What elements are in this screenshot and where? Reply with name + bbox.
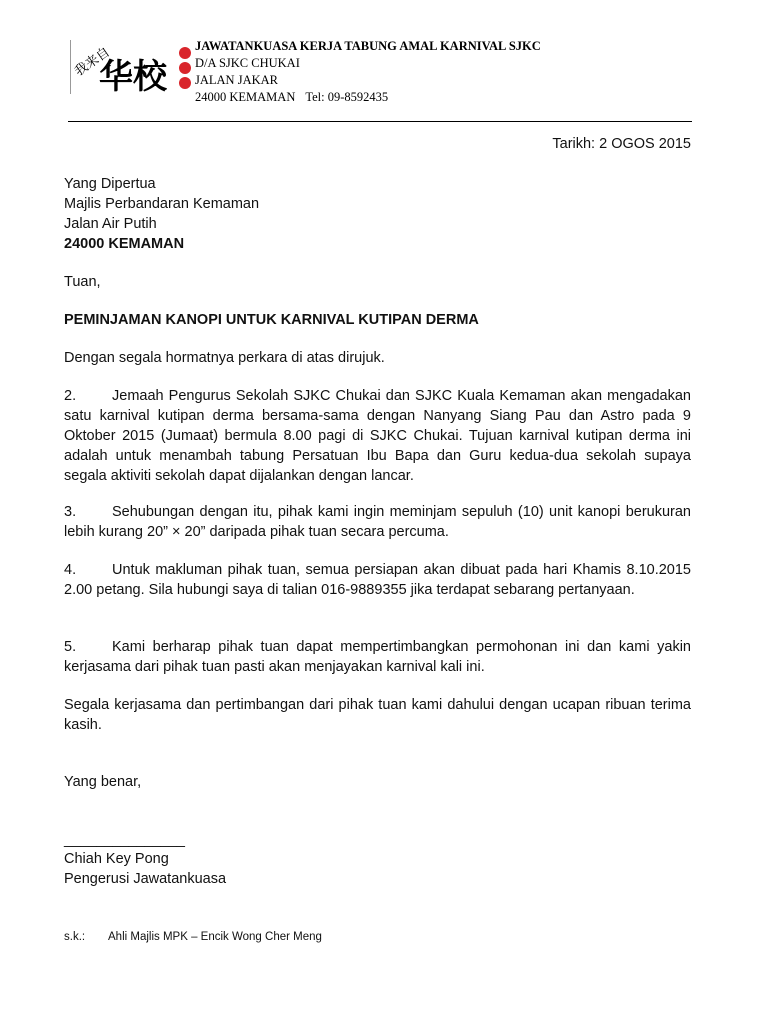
org-postcode-tel [195,89,541,106]
org-address-line-2: JALAN JAKAR [195,73,278,87]
paragraph-text: Sehubungan dengan itu, pihak kami ingin meminjam sepuluh (10) unit kanopi berukuran lebih kurang 20” × 20” daripada pihak tuan secara percuma. [64,504,691,540]
recipient-address [64,174,691,254]
org-address-line-1: D/A SJKC CHUKAI [195,56,300,70]
opening-line: Dengan segala hormatnya perkara di atas dirujuk. [64,350,385,366]
cc-recipient: Ahli Majlis MPK – Encik Wong Cher Meng [108,931,322,943]
subject-heading: PEMINJAMAN KANOPI UNTUK KARNIVAL KUTIPAN DERMA [64,312,479,328]
svg-text:我来自: 我来自 [72,44,113,80]
signatory-name: Chiah Key Pong [64,851,169,867]
paragraph-text: Kami berharap pihak tuan dapat mempertimbangkan permohonan ini dan kami yakin kerjasama dari pihak tuan pasti akan menjayakan karnival kali ini. [64,639,691,675]
valediction: Yang benar, [64,774,142,790]
paragraph-3 [64,502,691,542]
paragraph-number: 5. [64,639,77,655]
recipient-line-4: 24000 KEMAMAN [64,236,185,252]
cc-label: s.k.: [64,931,86,943]
recipient-line-1: Yang Dipertua [64,176,156,192]
carbon-copy [64,927,691,947]
paragraph-number: 2. [64,388,77,404]
signature-line: _______________ [64,832,185,848]
salutation: Tuan, [64,274,101,290]
letter-date: Tarikh: 2 OGOS 2015 [552,136,691,152]
recipient-line-3: Jalan Air Putih [64,216,157,232]
paragraph-text: Untuk makluman pihak tuan, semua persiapan akan dibuat pada hari Khamis 8.10.2015 2.00 petang. Sila hubungi saya di talian 016-9889355 jika terdapat sebarang pertanyaan. [64,562,691,598]
school-logo-graphic [71,40,193,94]
school-logo [70,40,193,94]
signatory-title: Pengerusi Jawatankuasa [64,871,227,887]
paragraph-number: 3. [64,504,77,520]
paragraph-number: 4. [64,562,77,578]
letterhead-divider [68,121,692,122]
paragraph-5 [64,637,691,677]
org-postcode-city: 24000 KEMAMAN [195,90,296,104]
org-tel: Tel: 09-8592435 [305,90,389,104]
paragraph-text: Jemaah Pengurus Sekolah SJKC Chukai dan SJKC Kuala Kemaman akan mengadakan satu karnival kutipan derma bersama-sama dengan Nanyang Siang Pau dan Astro pada 9 Oktober 2015 (Jumaat) bermula 8.00 pagi di SJKC Chukai. Tujuan karnival kutipan derma ini adalah untuk menambah tabung Persatuan Ibu Bapa dan Guru kedua-dua sekolah supaya segala aktiviti sekolah dapat dijalankan dengan lancar. [64,388,691,484]
org-name: JAWATANKUASA KERJA TABUNG AMAL KARNIVAL SJKC [195,39,541,53]
paragraph-4 [64,560,691,600]
paragraph-2 [64,386,691,486]
recipient-line-2: Majlis Perbandaran Kemaman [64,196,260,212]
closing-paragraph: Segala kerjasama dan pertimbangan dari pihak tuan kami dahului dengan ucapan ribuan terima kasih. [64,697,691,733]
svg-text:华校: 华校 [99,57,167,94]
org-details [195,38,541,106]
letterhead [70,38,690,104]
